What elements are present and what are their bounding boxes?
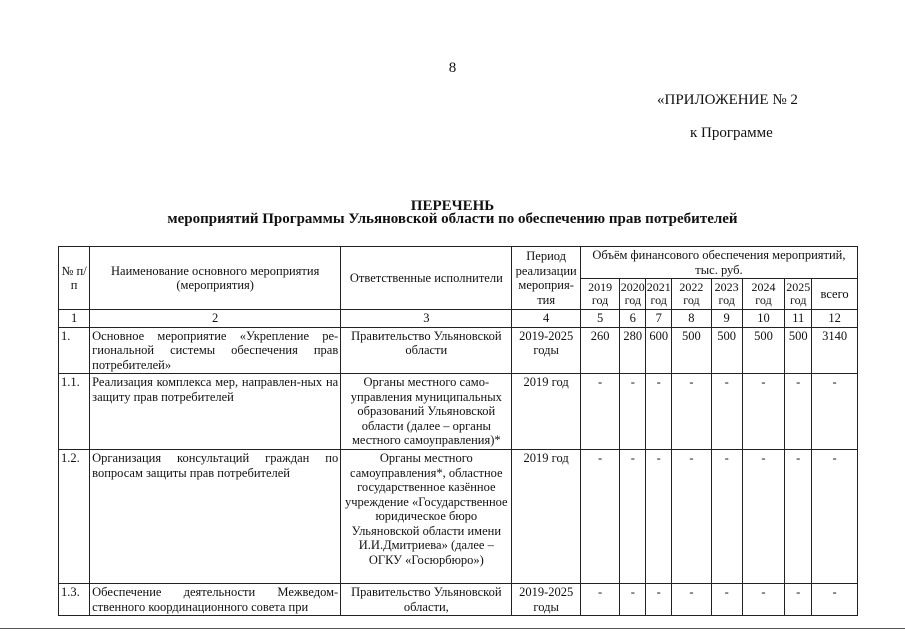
- row-num: 1.: [59, 327, 90, 374]
- row-value: -: [646, 450, 672, 584]
- column-number: 7: [646, 310, 672, 328]
- row-value: -: [711, 374, 742, 450]
- column-number: 2: [90, 310, 341, 328]
- header-year: 2022 год: [672, 279, 711, 310]
- header-year: 2020 год: [620, 279, 646, 310]
- row-value: -: [580, 450, 619, 584]
- column-number: 3: [341, 310, 512, 328]
- measures-table: [58, 246, 858, 616]
- row-value: 500: [711, 327, 742, 374]
- row-value: 600: [646, 327, 672, 374]
- row-value: 500: [785, 327, 812, 374]
- row-value: -: [711, 450, 742, 584]
- row-name: Реализация комплекса мер, направлен-ных на защиту прав потребителей: [90, 374, 341, 450]
- page-bottom-rule: [0, 628, 905, 629]
- header-name: Наименование основного мероприятия (мероприятия): [90, 247, 341, 310]
- row-period: 2019 год: [512, 450, 580, 584]
- row-value: -: [620, 374, 646, 450]
- row-value: -: [646, 584, 672, 616]
- row-num: 1.1.: [59, 374, 90, 450]
- appendix-title: «ПРИЛОЖЕНИЕ № 2: [657, 92, 798, 108]
- row-name: Основное мероприятие «Укрепление ре-гиональной системы обеспечения прав потребителей»: [90, 327, 341, 374]
- header-year: 2025 год: [785, 279, 812, 310]
- table-row: [59, 327, 858, 374]
- table-row: [59, 450, 858, 584]
- header-period: Период реализации мероприя-тия: [512, 247, 580, 310]
- row-total: -: [812, 374, 858, 450]
- column-number: 12: [812, 310, 858, 328]
- row-executors: Органы местного самоуправления*, областное государственное казённое учреждение «Государственное юридическое бюро Ульяновской области имени И.И.Дмитриева» (далее – ОГКУ «Госюрбюро»): [341, 450, 512, 584]
- row-num: 1.2.: [59, 450, 90, 584]
- column-number: 11: [785, 310, 812, 328]
- header-year: 2024 год: [742, 279, 785, 310]
- row-value: -: [742, 374, 785, 450]
- column-number: 1: [59, 310, 90, 328]
- row-value: 280: [620, 327, 646, 374]
- row-value: 500: [742, 327, 785, 374]
- page-number: 8: [448, 60, 457, 76]
- row-total: -: [812, 450, 858, 584]
- header-year: 2019 год: [580, 279, 619, 310]
- row-value: -: [785, 450, 812, 584]
- document-heading: ПЕРЕЧЕНЬ: [410, 198, 495, 214]
- header-executors: Ответственные исполнители: [341, 247, 512, 310]
- row-value: 260: [580, 327, 619, 374]
- table-row: [59, 374, 858, 450]
- row-executors: Правительство Ульяновской области,: [341, 584, 512, 616]
- row-executors: Органы местного само-управления муниципальных образований Ульяновской области (далее – органы местного самоуправления)*: [341, 374, 512, 450]
- column-number: 5: [580, 310, 619, 328]
- column-number: 4: [512, 310, 580, 328]
- column-number: 6: [620, 310, 646, 328]
- header-num: № п/п: [59, 247, 90, 310]
- row-value: -: [620, 584, 646, 616]
- row-num: 1.3.: [59, 584, 90, 616]
- column-number: 8: [672, 310, 711, 328]
- row-value: -: [580, 374, 619, 450]
- row-value: -: [742, 450, 785, 584]
- row-period: 2019-2025 годы: [512, 327, 580, 374]
- row-value: -: [672, 450, 711, 584]
- row-value: -: [580, 584, 619, 616]
- row-executors: Правительство Ульяновской области: [341, 327, 512, 374]
- row-value: -: [672, 374, 711, 450]
- row-period: 2019-2025 годы: [512, 584, 580, 616]
- row-value: -: [742, 584, 785, 616]
- row-value: -: [620, 450, 646, 584]
- header-row-1: [59, 247, 858, 279]
- row-total: -: [812, 584, 858, 616]
- appendix-subtitle: к Программе: [690, 125, 773, 141]
- row-name: Обеспечение деятельности Межведом-ственного координационного совета при: [90, 584, 341, 616]
- row-value: -: [711, 584, 742, 616]
- row-name: Организация консультаций граждан по вопросам защиты прав потребителей: [90, 450, 341, 584]
- column-number: 9: [711, 310, 742, 328]
- column-number: 10: [742, 310, 785, 328]
- header-finance: Объём финансового обеспечения мероприятий, тыс. руб.: [580, 247, 857, 279]
- row-period: 2019 год: [512, 374, 580, 450]
- row-total: 3140: [812, 327, 858, 374]
- row-value: -: [646, 374, 672, 450]
- row-value: -: [672, 584, 711, 616]
- document-subheading: мероприятий Программы Ульяновской области по обеспечению прав потребителей: [167, 211, 738, 227]
- table-row: [59, 584, 858, 616]
- header-year: 2023 год: [711, 279, 742, 310]
- column-numbers-row: [59, 310, 858, 328]
- header-total: всего: [812, 279, 858, 310]
- row-value: -: [785, 584, 812, 616]
- row-value: -: [785, 374, 812, 450]
- row-value: 500: [672, 327, 711, 374]
- header-year: 2021 год: [646, 279, 672, 310]
